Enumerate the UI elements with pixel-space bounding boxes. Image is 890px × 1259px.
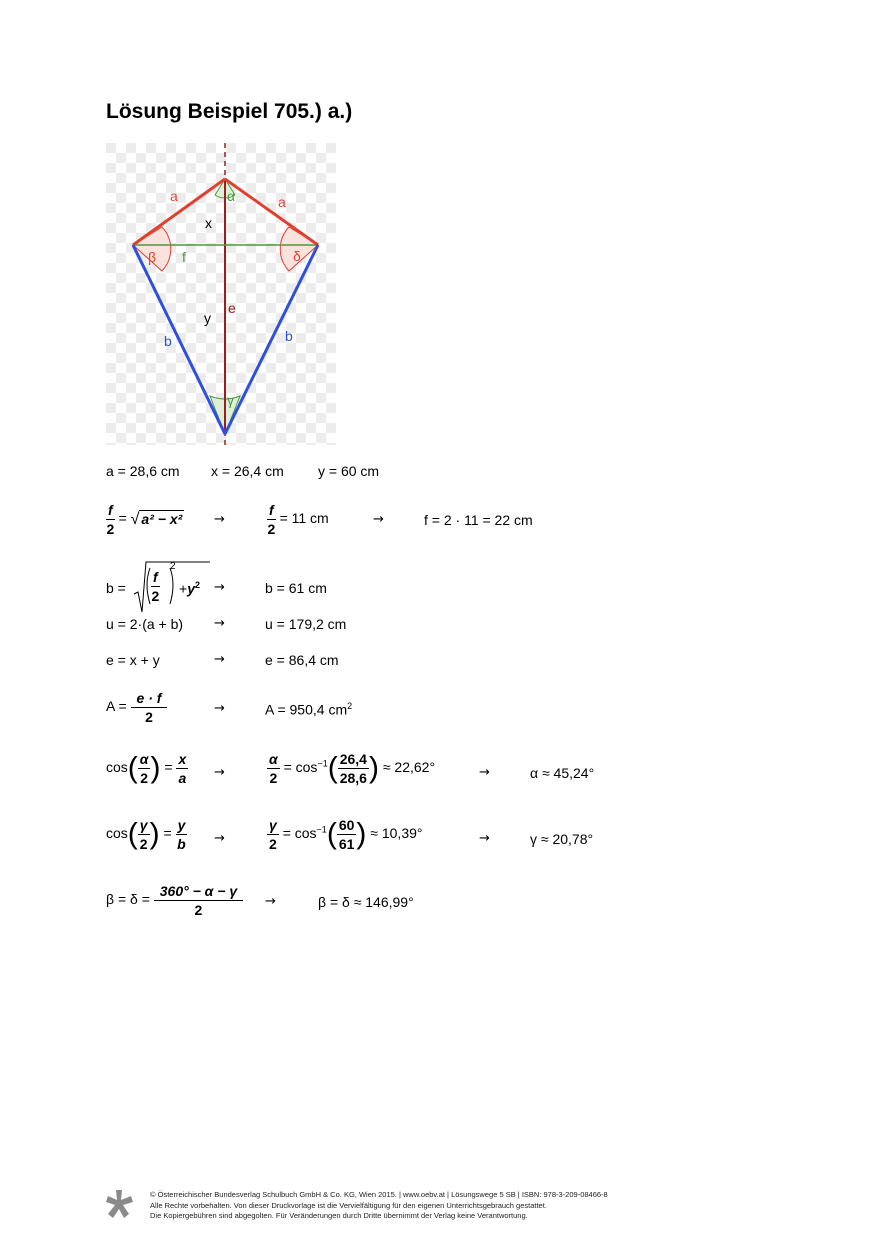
given-x: x = 26,4 cm <box>211 463 284 479</box>
result-alpha: α ≈ 45,24° <box>530 765 595 781</box>
label-b-left: b <box>164 333 172 349</box>
label-gamma: γ <box>227 392 234 408</box>
exponent: 2 <box>170 561 176 572</box>
arrow-icon: → <box>265 894 276 909</box>
footer-line-3: Die Kopiergebühren sind abgegolten. Für Veränderungen durch Dritte übernimmt der Verlag keine Verantwortung. <box>150 1211 528 1220</box>
arrow-icon: → <box>214 616 225 631</box>
given-y: y = 60 cm <box>318 463 380 479</box>
result-e: e = 86,4 cm <box>265 652 339 668</box>
label-a-left: a <box>170 188 178 204</box>
arrow-icon: → <box>214 512 225 527</box>
footer-line-2: Alle Rechte vorbehalten. Von dieser Druckvorlage ist die Vervielfältigung für den eigenen Unterrichtsgebrauch gestattet. <box>150 1200 547 1210</box>
label-beta: β <box>148 249 157 265</box>
formula-e: e = x + y <box>106 652 160 668</box>
formula-gamma-cos: cos( $\frac{\gamma}{2}$ ) = $\frac{y}{b}$ <box>106 817 186 852</box>
footer-line-1: © Österreichischer Bundesverlag Schulbuch GmbH & Co. KG, Wien 2015. | www.oebv.at | Lösungswege 5 SB | ISBN: 978-3-209-08466-8 <box>150 1190 608 1199</box>
arrow-icon: → <box>214 765 225 780</box>
result-beta-delta: β = δ ≈ 146,99° <box>318 894 414 910</box>
formula-b-plus-y: $+y^2$ <box>179 580 200 597</box>
formula-gamma-inverse: $\frac{\gamma}{2}$ = $\cos^{-1}$( $\frac{60}{61}$ ) ≈ 10,39° <box>269 817 423 852</box>
footer-text <box>150 1190 608 1222</box>
kite-figure <box>106 143 336 445</box>
arrow-icon: → <box>479 765 490 780</box>
label-b-right: b <box>285 328 293 344</box>
formula-b-fraction: $\frac{f}{2}$ <box>151 569 160 604</box>
label-delta: δ <box>293 248 301 264</box>
formula-alpha-inverse: $\frac{\alpha}{2}$ = $\cos^{-1}$( $\frac{26,4}{28,6}$ ) ≈ 22,62° <box>269 751 436 786</box>
formula-b-lhs: b = <box>106 580 126 596</box>
formula-u: u = 2·(a + b) <box>106 616 184 632</box>
result-area: A = 950,4 $cm^2$ <box>265 701 353 718</box>
label-e: e <box>228 300 236 316</box>
arrow-icon: → <box>479 831 490 846</box>
label-alpha: α <box>227 188 236 204</box>
formula-f-value: $\frac{f}{2}$ = 11 cm <box>267 502 329 537</box>
label-x: x <box>205 215 212 231</box>
page-title: Lösung Beispiel 705.) a.) <box>106 100 353 123</box>
formula-area: A = $\frac{e \cdot f}{2}$ <box>106 689 167 726</box>
arrow-icon: → <box>214 580 225 595</box>
arrow-icon: → <box>373 512 384 527</box>
formula-beta-delta: β = δ = $\frac{360^\circ - \alpha - \gamma}{2}$ <box>106 882 243 919</box>
label-a-right: a <box>278 194 286 210</box>
label-f: f <box>182 249 186 265</box>
formula-f-half: $\frac{f}{2}$ = √ a² − x² <box>106 502 183 537</box>
result-f: f = 2 · 11 = 22 cm <box>424 512 533 528</box>
label-y: y <box>204 310 211 326</box>
arrow-icon: → <box>214 831 225 846</box>
formula-alpha-cos: cos( $\frac{\alpha}{2}$ ) = $\frac{x}{a}$ <box>106 751 187 786</box>
result-gamma: γ ≈ 20,78° <box>530 831 594 847</box>
result-b: b = 61 cm <box>265 580 327 596</box>
arrow-icon: → <box>214 652 225 667</box>
publisher-logo-icon <box>104 1188 136 1220</box>
given-a: a = 28,6 cm <box>106 463 180 479</box>
result-u: u = 179,2 cm <box>265 616 347 632</box>
arrow-icon: → <box>214 701 225 716</box>
